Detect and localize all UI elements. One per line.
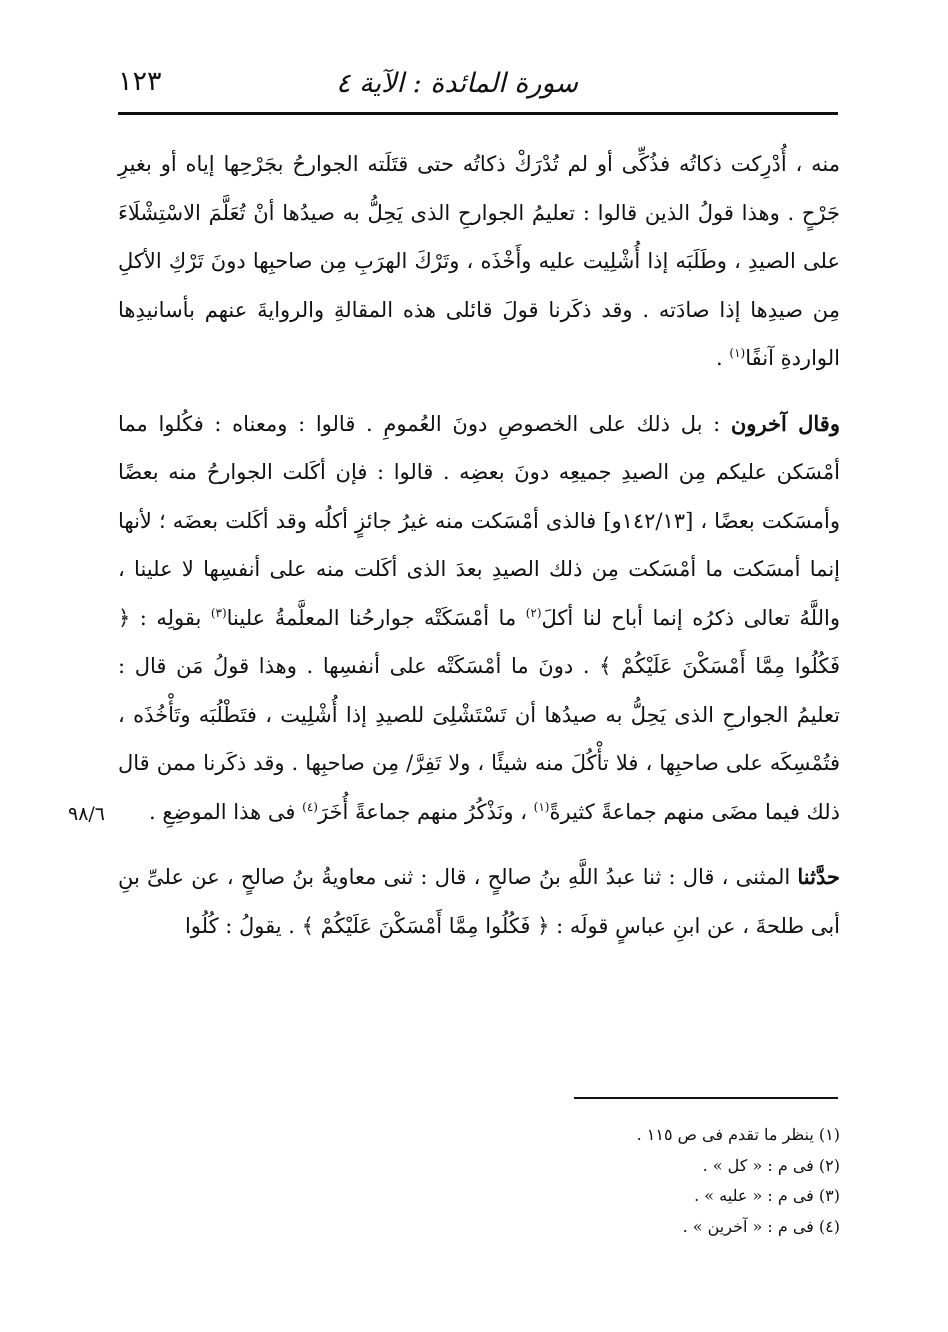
footnote-4: (٤) فى م : « آخرين » .: [682, 1216, 840, 1236]
paragraph-1: [118, 140, 840, 383]
paragraph-text: : بل ذلك على الخصوصِ دونَ العُمومِ . قالوا : ومعناه : فكُلوا مما أمْسَكن عليكم مِن الصيدِ جميعِه دونَ بعضِه . قالوا : فإن أكَلت الجوارحُ منه بعضًا وأمسَكت بعضًا ، [١٤٢/١٣و] فالذى أمْسَكت منه غيرُ جائزٍ أكلُه وقد أكَلت بعضَه ؛ لأنها إنما أمسَكت ما أمْسَكت مِن ذلك الصيدِ بعدَ الذى أكَلت منه على أنفسِها لا علينا ، واللَّهُ تعالى ذكرُه إنما أباح لنا أكلَ: [118, 411, 840, 630]
footnote-ref: (٣): [210, 605, 227, 620]
footnote-3: (٣) فى م : « عليه » .: [694, 1186, 840, 1205]
footnote-1: (١) ينظر ما تقدم فى ص ١١٥ .: [636, 1125, 840, 1144]
paragraph-lead: حدَّثنا: [797, 864, 840, 889]
footnote-ref: (١): [729, 346, 746, 360]
main-text: [118, 140, 840, 950]
page-number: ١٢٣: [118, 66, 162, 97]
footnote-ref: (١): [533, 799, 550, 814]
paragraph-2: [118, 400, 840, 837]
paragraph-text-tail: ما أمْسَكَتْه جوارحُنا المعلَّمةُ علينا: [226, 605, 526, 630]
paragraph-3: [118, 853, 840, 950]
footnote-rule: [574, 1097, 838, 1099]
footnotes: [300, 1120, 840, 1242]
paragraph-text-tail: بقولِه : ﴿ فَكُلُوا مِمَّا أَمْسَكْنَ عَلَيْكُمْ ﴾ . دونَ ما أمْسَكَتْه على أنفسِها . وهذا قولُ مَن قال : تعليمُ الجوارحِ الذى يَحِلُّ به صيدُها أن تَسْتَشْلِىَ للصيدِ إذا أُشْلِيت ، فتَطْلُبَه وتَأْخُذَه ، فتُمْسِكَه على صاحبِها ، فلا تأْكُلَ منه شيئًا ، ولا تَفِرَّ/ مِن صاحبِها . وقد ذكَرنا ممن قال ذلك فيما مضَى منهم جماعةً كثيرةً: [118, 605, 840, 824]
paragraph-lead: وقال آخرون: [730, 410, 840, 436]
paragraph-text-tail: فى هذا الموضِعِ .: [149, 799, 303, 824]
paragraph-text-tail: ، ونَذْكُرُ منهم جماعةً أُخَرَ: [317, 799, 534, 824]
running-title: سورة المائدة : الآية ٤: [336, 68, 578, 99]
paragraph-text: منه ، أُدْرِكت ذكاتُه فذُكِّى أو لم تُدْرَكْ ذكاتُه حتى قتَلَته الجوارحُ بجَرْحِها إياه أو بغيرِ جَرْحٍ . وهذا قولُ الذين قالوا : تعليمُ الجوارحِ الذى يَحِلُّ به صيدُها أنْ تُعَلَّمَ الاسْتِشْلَاءَ على الصيدِ ، وطَلَبَه إذا أُشْلِيت عليه وأَخْذَه ، وتَرْكَ الهرَبِ مِن صاحبِها دونَ تَرْكِ الأكلِ مِن صيدِها إذا صادَته . وقد ذكَرنا قولَ قائلى هذه المقالةِ والروايةَ عنهم بأسانيدِها الواردةِ آنفًا: [118, 152, 840, 370]
margin-page-reference: ٩٨/٦: [68, 803, 106, 825]
header-rule: [118, 112, 838, 115]
footnote-2: (٢) فى م : « كل » .: [702, 1155, 840, 1175]
paragraph-text-tail: .: [716, 346, 730, 370]
footnote-ref: (٤): [302, 799, 318, 814]
paragraph-text: المثنى ، قال : ثنا عبدُ اللَّهِ بنُ صالحٍ ، قال : ثنى معاويةُ بنُ صالحٍ ، عن علىِّ بنِ أبى طلحةَ ، عن ابنِ عباسٍ قولَه : ﴿ فَكُلُوا مِمَّا أَمْسَكْنَ عَلَيْكُمْ ﴾ . يقولُ : كُلُوا: [118, 865, 840, 938]
running-header: [118, 60, 838, 110]
footnote-ref: (٢): [525, 605, 542, 620]
